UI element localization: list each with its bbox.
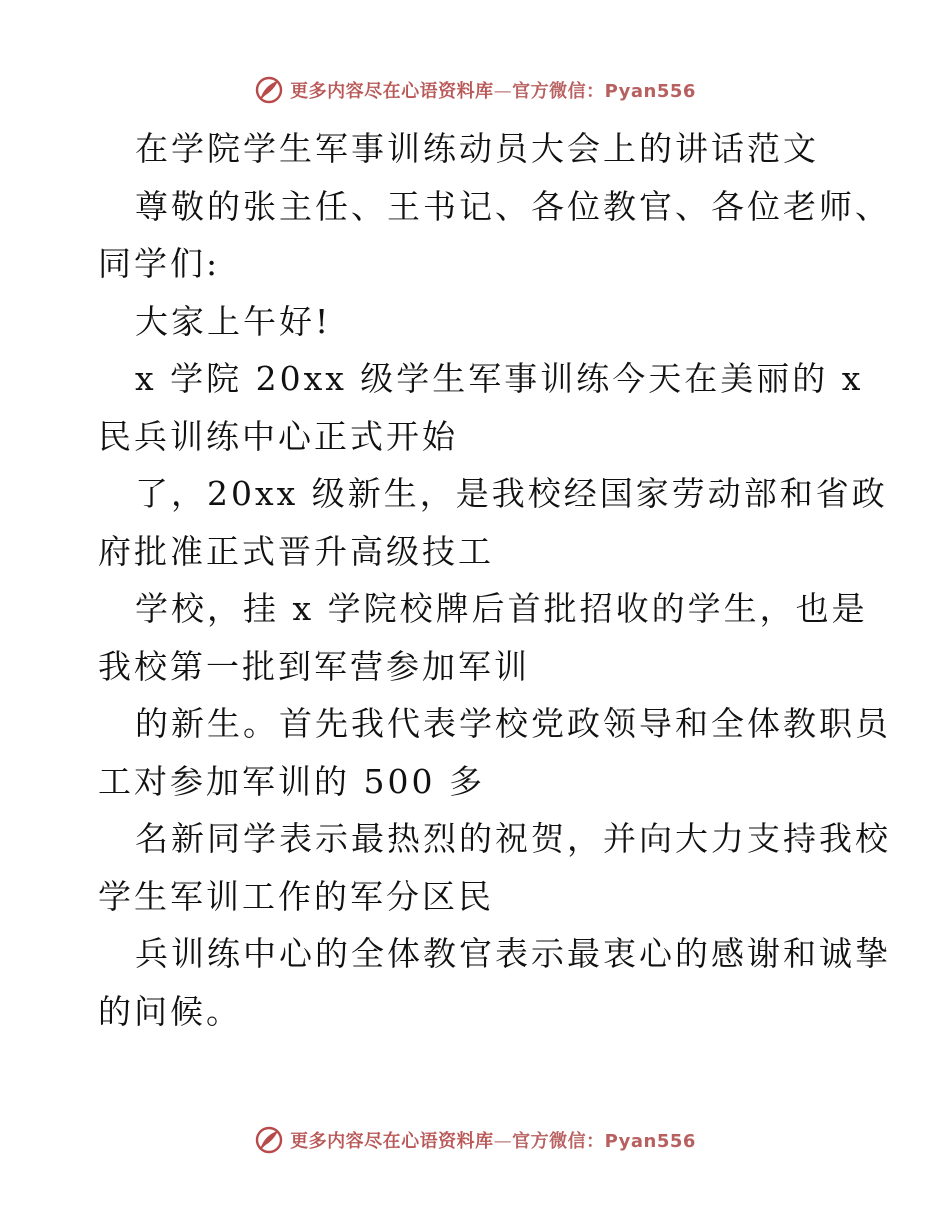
watermark-separator: — bbox=[493, 1131, 513, 1152]
paragraph-line: 学生军训工作的军分区民 bbox=[98, 876, 494, 916]
salutation-line: 尊敬的张主任、王书记、各位教官、各位老师、 bbox=[135, 186, 891, 226]
quill-logo-icon bbox=[254, 1125, 284, 1155]
paragraph-line: 的新生。首先我代表学校党政领导和全体教职员 bbox=[135, 704, 891, 743]
header-watermark bbox=[0, 70, 950, 110]
watermark-text bbox=[290, 1127, 696, 1153]
salutation-line-cont: 同学们: bbox=[98, 244, 221, 283]
paragraph-line: 民兵训练中心正式开始 bbox=[98, 416, 458, 456]
watermark-separator: — bbox=[493, 81, 513, 102]
paragraph-line: 兵训练中心的全体教官表示最衷心的感谢和诚挚 bbox=[135, 934, 891, 973]
document-title: 在学院学生军事训练动员大会上的讲话范文 bbox=[135, 129, 819, 168]
watermark-brand: 更多内容尽在心语资料库 bbox=[290, 1131, 494, 1152]
paragraph-line: 府批准正式晋升高级技工 bbox=[98, 531, 494, 571]
quill-logo-icon bbox=[254, 75, 284, 105]
watermark-brand: 更多内容尽在心语资料库 bbox=[290, 81, 494, 102]
watermark-wechat: 官方微信：Pyan556 bbox=[512, 81, 696, 102]
paragraph-line: 了，20xx 级新生，是我校经国家劳动部和省政 bbox=[135, 474, 888, 513]
document-body bbox=[98, 120, 891, 1040]
paragraph-line: 名新同学表示最热烈的祝贺，并向大力支持我校 bbox=[135, 819, 891, 858]
paragraph-line: 我校第一批到军营参加军训 bbox=[98, 646, 530, 686]
footer-watermark bbox=[0, 1120, 950, 1160]
greeting-line: 大家上午好! bbox=[135, 301, 332, 341]
watermark-text bbox=[290, 77, 696, 103]
paragraph-line: 工对参加军训的 500 多 bbox=[98, 761, 485, 801]
paragraph-line: 学校，挂 x 学院校牌后首批招收的学生，也是 bbox=[135, 589, 868, 628]
watermark-wechat: 官方微信：Pyan556 bbox=[512, 1131, 696, 1152]
paragraph-line: x 学院 20xx 级学生军事训练今天在美丽的 x bbox=[135, 359, 864, 398]
paragraph-line: 的问候。 bbox=[98, 991, 242, 1031]
